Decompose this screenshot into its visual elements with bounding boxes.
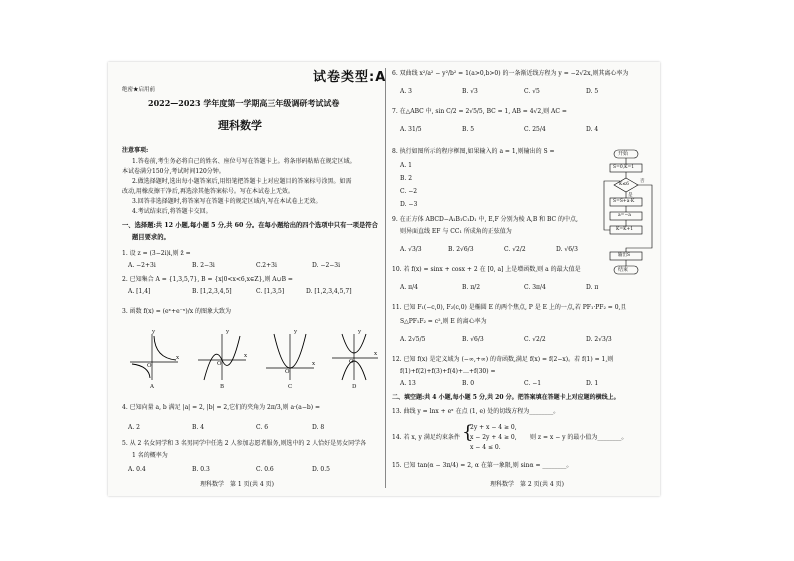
q5-option-d: D. 0.5 [312, 466, 330, 473]
q7-option-c: C. 25/4 [524, 126, 546, 133]
question-14-intro: 14. 若 x, y 满足约束条件 [392, 434, 460, 441]
q6-option-b: B. √3 [462, 88, 478, 95]
notice-line: 2.做选择题时,选出每小题答案后,用铅笔把答题卡上对应题目的答案标号涂黑。如需 [132, 178, 352, 185]
q5-option-a: A. 0.4 [128, 466, 146, 473]
graph-b [198, 332, 248, 382]
section-1-heading: 一、选择题:共 12 小题,每小题 5 分,共 60 分。在每小题给出的四个选项中只有一项是符合 [122, 222, 378, 229]
q1-option-d: D. −2−3i [312, 262, 341, 269]
section-1-heading-cont: 题目要求的。 [132, 234, 170, 241]
graph-c-x-label: x [312, 361, 316, 367]
flow-no: 否 [640, 179, 645, 184]
question-13: 13. 曲线 y = lnx + eˣ 在点 (1, e) 处的切线方程为________。 [392, 408, 560, 415]
graph-b-origin: O [217, 361, 222, 367]
paper-type-label: 试卷类型:A [313, 70, 387, 85]
graph-a-label: A [150, 384, 154, 390]
q9-option-a: A. √3/3 [400, 246, 422, 253]
graph-b-label: B [220, 384, 225, 390]
graph-c-origin: O [285, 369, 290, 375]
q8-option-a: A. 1 [400, 162, 412, 169]
q14-brace: { [462, 422, 474, 443]
q4-option-c: C. 6 [256, 424, 269, 431]
q9-option-d: D. √6/3 [556, 246, 578, 253]
graph-a-origin: O [147, 363, 152, 369]
graph-c [266, 332, 316, 382]
graph-d-label: D [352, 384, 357, 390]
q5-option-b: B. 0.3 [192, 466, 210, 473]
question-11-stem: 11. 已知 F₁(−c,0), F₂(c,0) 是椭圆 E 的两个焦点, P 是 E 上的一点,若 PF₁·PF₂ = 0,且 [392, 304, 627, 311]
q2-option-a: A. [1,4] [128, 288, 151, 295]
q4-option-b: B. 4 [192, 424, 205, 431]
q8-option-b: B. 2 [400, 175, 413, 182]
q4-option-d: D. 8 [312, 424, 325, 431]
flow-init: S=0,K=1 [613, 165, 635, 170]
graph-a-x-label: x [176, 355, 180, 361]
question-15: 15. 已知 tan(α − 3π/4) = 2, α 在第一象限,则 sinα = ________。 [392, 462, 573, 469]
q10-option-a: A. π/4 [400, 284, 418, 291]
q6-option-a: A. 3 [400, 88, 412, 95]
q10-option-b: B. π/2 [462, 284, 481, 291]
q8-option-d: D. −3 [400, 201, 418, 208]
page-2-footer: 理科数学 第 2 页(共 4 页) [490, 481, 564, 488]
q14-constraint: x − 4 ≤ 0. [470, 444, 501, 451]
graph-b-y-label: y [226, 329, 230, 335]
q12-option-c: C. −1 [524, 380, 542, 387]
q14-constraint: x − 2y + 4 ≥ 0, [470, 434, 517, 441]
graph-d-y-label: y [358, 329, 362, 335]
question-4-stem: 4. 已知向量 a, b 满足 |a| = 2, |b| = 2,它们的夹角为 2π/3,则 a·(a−b) = [122, 404, 320, 411]
question-14-tail: 则 z = x − y 的最小值为________。 [530, 434, 628, 441]
flow-increment: K=K+1 [616, 227, 634, 232]
q12-option-d: D. 1 [586, 380, 599, 387]
question-5-stem: 5. 从 2 名女同学和 3 名男同学中任选 2 人参加志愿者服务,则选中的 2 人恰好是男女同学各 [122, 440, 367, 447]
notice-line: 4.考试结束后,将答题卡交回。 [132, 208, 212, 215]
column-divider [385, 68, 386, 488]
flow-output: 输出S [618, 253, 631, 258]
q9-option-c: C. √2/2 [504, 246, 526, 253]
graph-d-x-label: x [374, 351, 378, 357]
q10-option-c: C. 3π/4 [524, 284, 546, 291]
secret-label: 绝密★启用前 [122, 87, 156, 93]
page-1-footer: 理科数学 第 1 页(共 4 页) [200, 481, 274, 488]
question-7-stem: 7. 在△ABC 中, sin C/2 = 2√5/5, BC = 1, AB = 4√2,则 AC = [392, 108, 567, 115]
question-10-stem: 10. 若 f(x) = sinx + cosx + 2 在 [0, a] 上是增函数,则 a 的最大值是 [392, 266, 581, 273]
exam-title: 2022—2023 学年度第一学期高三年级调研考试试卷 [148, 98, 340, 108]
exam-sheet [108, 62, 660, 496]
q7-option-b: B. 5 [462, 126, 475, 133]
q12-option-b: B. 0 [462, 380, 475, 387]
graph-c-label: C [288, 384, 293, 390]
q1-option-c: C.2+3i [256, 262, 277, 269]
question-12-stem-cont: f(1)+f(2)+f(3)+f(4)+…+f(30) = [400, 368, 496, 375]
flow-update: a=−a [618, 213, 631, 218]
q1-option-b: B. 2−3i [192, 262, 215, 269]
q2-option-c: C. [1,3,5] [256, 288, 285, 295]
q2-option-d: D. [1,2,3,4,5,7] [306, 288, 352, 295]
q11-option-a: A. 2√5/5 [400, 336, 426, 343]
q4-option-a: A. 2 [128, 424, 140, 431]
question-12-stem: 12. 已知 f(x) 是定义域为 (−∞,+∞) 的奇函数,满足 f(x) = f(2−x)。若 f(1) = 1,则 [392, 356, 614, 363]
notice-line: 本试卷满分150分,考试时间120分钟。 [122, 168, 225, 175]
q12-option-a: A. 13 [400, 380, 416, 387]
q11-option-d: D. 2√3/3 [586, 336, 612, 343]
q10-option-d: D. π [586, 284, 599, 291]
q7-option-d: D. 4 [586, 126, 599, 133]
q9-option-b: B. 2√6/3 [448, 246, 474, 253]
question-1-stem: 1. 设 z = (3−2i)i,则 z̄ = [122, 250, 191, 257]
flow-end: 结束 [618, 267, 629, 273]
q2-option-b: B. [1,2,3,4,5] [192, 288, 232, 295]
q5-option-c: C. 0.6 [256, 466, 274, 473]
question-9-stem-cont: 则异面直线 EF 与 CC₁ 所成角的正弦值为 [400, 228, 512, 235]
graph-a-y-label: y [152, 329, 156, 335]
notice-line: 1.答卷前,考生务必将自己的姓名、座位号写在答题卡上。将条形码粘贴在规定区域。 [132, 158, 356, 165]
q11-option-b: B. √6/3 [462, 336, 484, 343]
graph-a [130, 332, 180, 382]
notice-line: 3.回答非选择题时,将答案写在答题卡的规定区域内,写在本试卷上无效。 [132, 198, 322, 205]
question-11-stem-cont: S△PF₁F₂ = c²,则 E 的离心率为 [400, 318, 487, 325]
question-6-stem: 6. 双曲线 x²/a² − y²/b² = 1(a>0,b>0) 的一条渐近线方程为 y = −2√2x,则其离心率为 [392, 70, 629, 77]
question-5-stem-cont: 1 名的概率为 [132, 452, 168, 459]
q14-constraint: 2y + x − 4 ≥ 0, [470, 424, 517, 431]
question-9-stem: 9. 在正方体 ABCD−A₁B₁C₁D₁ 中, E,F 分别为棱 A,B 和 BC 的中点, [392, 216, 578, 223]
q11-option-c: C. √2/2 [524, 336, 546, 343]
flow-body: S=S+a·K [613, 199, 635, 204]
q7-option-a: A. 31/5 [400, 126, 422, 133]
question-3-stem: 3. 函数 f(x) = (eˣ+e⁻ˣ)/x 的图象大致为 [122, 308, 232, 315]
graph-b-x-label: x [244, 353, 248, 359]
q1-option-a: A. −2+3i [128, 262, 156, 269]
section-2-heading: 二、填空题:共 4 小题,每小题 5 分,共 20 分。把答案填在答题卡上对应题的横线上。 [392, 394, 620, 401]
notice-heading: 注意事项: [122, 147, 149, 154]
flow-yes: 是 [628, 193, 633, 198]
graph-c-y-label: y [294, 329, 298, 335]
notice-line: 改动,用橡皮擦干净后,再选涂其他答案标号。写在本试卷上无效。 [122, 188, 294, 195]
q6-option-c: C. √5 [524, 88, 540, 95]
graph-d-origin: O [349, 359, 354, 365]
question-8-stem: 8. 执行如图所示的程序框图,如果输入的 a = 1,则输出的 S = [392, 148, 555, 155]
q8-option-c: C. −2 [400, 188, 418, 195]
question-2-stem: 2. 已知集合 A = {1,3,5,7}, B = {x|0<x<6,x∈Z},则 A∪B = [122, 276, 293, 283]
q6-option-d: D. 5 [586, 88, 599, 95]
flow-start: 开始 [618, 151, 629, 157]
flow-condition: K≤6 [619, 182, 629, 187]
subject-title: 理科数学 [218, 119, 262, 132]
